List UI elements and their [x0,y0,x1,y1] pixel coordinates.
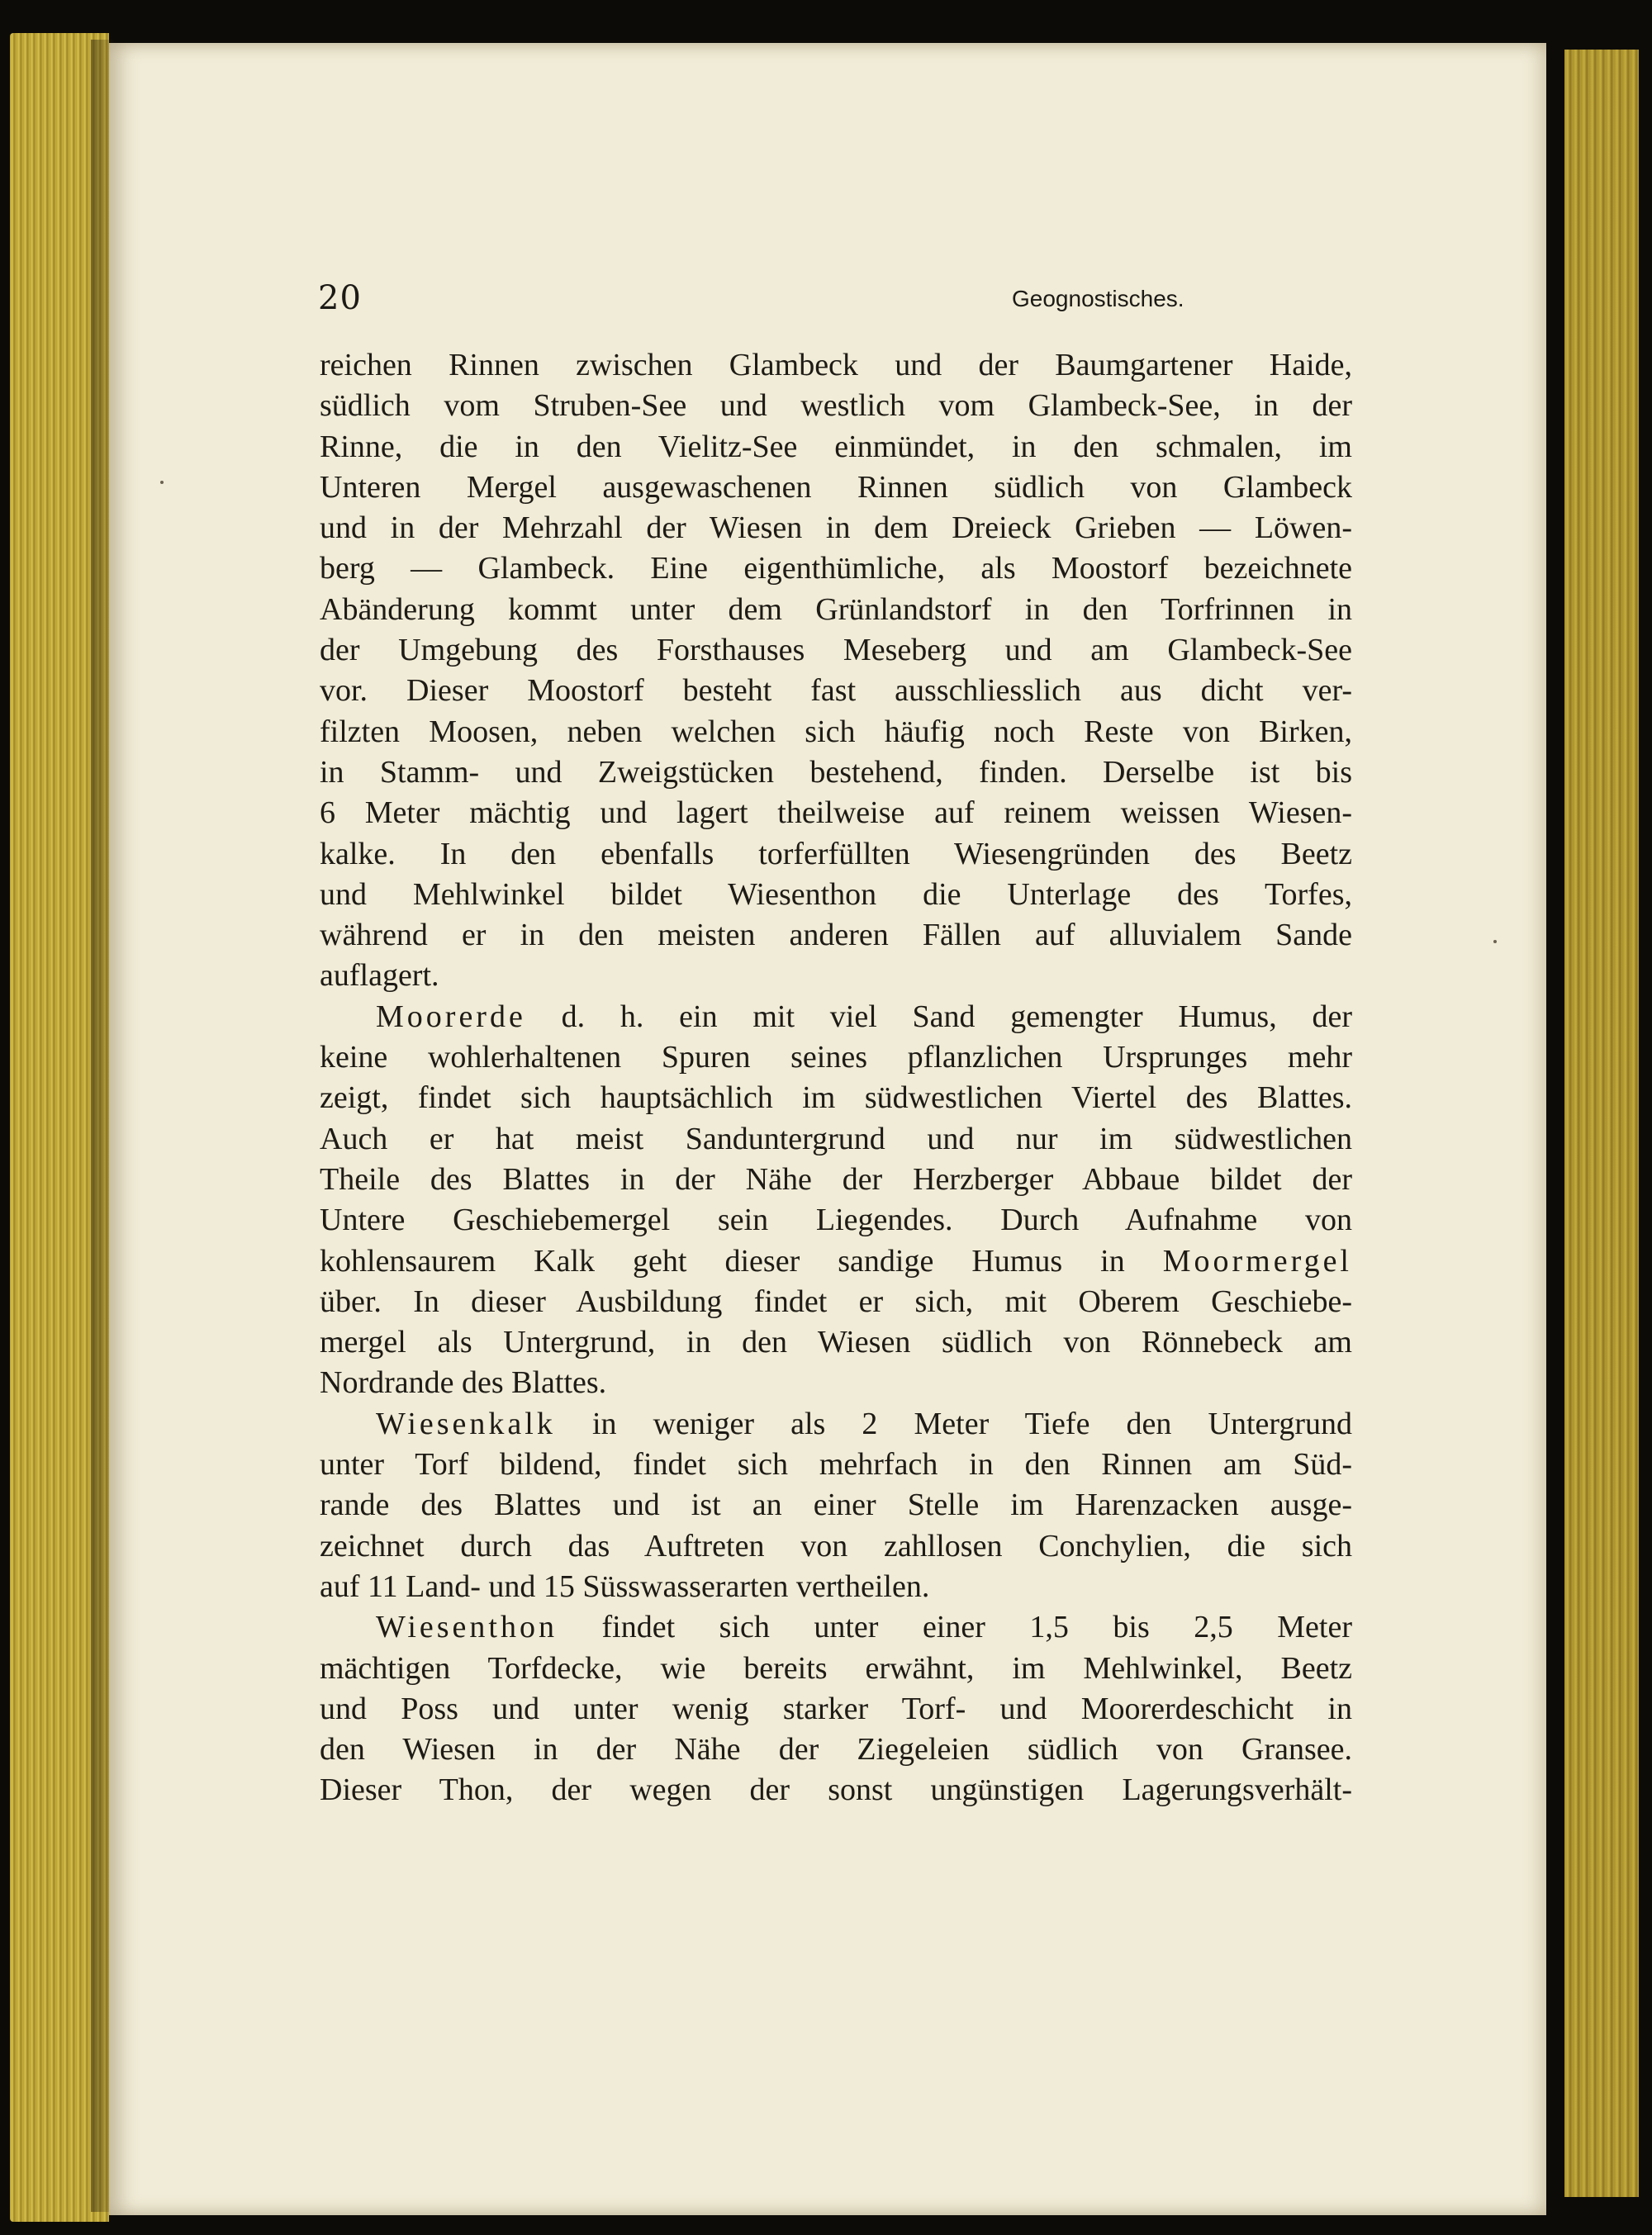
term-wiesenkalk: Wiesenkalk [376,1406,556,1441]
term-wiesenthon: Wiesenthon [376,1610,558,1645]
text-line: Theile des Blattes in der Nähe der Herzberger Abbaue bildet der [320,1161,1352,1197]
paper-speck [1493,940,1497,943]
text-line: unter Torf bildend, findet sich mehrfach in den Rinnen am Süd- [320,1447,1352,1483]
text-line: Abänderung kommt unter dem Grünlandstorf in den Torfrinnen in [320,591,1352,627]
text-line: mergel als Untergrund, in den Wiesen südlich von Rönnebeck am [320,1325,1352,1360]
text-line: auf 11 Land- und 15 Süsswasserarten vertheilen. [320,1568,930,1604]
term-moormergel: Moormergel [1162,1243,1352,1279]
text-line: den Wiesen in der Nähe der Ziegeleien südlich von Gransee. [320,1732,1352,1768]
text-line: und in der Mehrzahl der Wiesen in dem Dreieck Grieben — Löwen- [320,510,1352,546]
text-line [320,1607,1352,1648]
body-text [320,345,1352,1811]
text-line: Rinne, die in den Vielitz-See einmündet, in den schmalen, im [320,429,1352,464]
paragraph-wiesenthon [320,1607,1352,1810]
paragraph-wiesenkalk [320,1404,1352,1607]
text-line: Nordrande des Blattes. [320,1365,607,1401]
text-line: vor. Dieser Moostorf besteht fast ausschliesslich aus dicht ver- [320,673,1352,709]
text-line: in Stamm- und Zweigstücken bestehend, finden. Derselbe ist bis [320,754,1352,790]
text-line: keine wohlerhaltenen Spuren seines pflanzlichen Ursprunges mehr [320,1040,1352,1075]
text-line: reichen Rinnen zwischen Glambeck und der Baumgartener Haide, [320,348,1352,382]
text-line: Dieser Thon, der wegen der sonst ungünstigen Lagerungsverhält- [320,1772,1352,1808]
text-line [320,1241,1352,1282]
text-line [320,1404,1352,1445]
text-line: auflagert. [320,958,439,994]
page-header [318,279,979,329]
text-line: kalke. In den ebenfalls torferfüllten Wiesengründen des Beetz [320,836,1352,871]
text-run: kohlensaurem Kalk geht dieser sandige Humus in [320,1243,1163,1279]
text-run: d. h. ein mit viel Sand gemengter Humus, der [525,999,1352,1034]
text-line: 6 Meter mächtig und lagert theilweise auf reinem weissen Wiesen- [320,795,1352,831]
text-line: Untere Geschiebemergel sein Liegendes. Durch Aufnahme von [320,1203,1352,1238]
text-line: Unteren Mergel ausgewaschenen Rinnen südlich von Glambeck [320,469,1352,505]
text-line: über. In dieser Ausbildung findet er sich, mit Oberem Geschiebe- [320,1284,1352,1319]
paragraph-torf [320,345,1352,997]
text-run: findet sich unter einer 1,5 bis 2,5 Meter [557,1610,1352,1645]
text-line [320,997,1352,1037]
text-line: während er in den meisten anderen Fällen auf alluvialem Sande [320,918,1352,953]
text-line: filzten Moosen, neben welchen sich häufig noch Reste von Birken, [320,714,1352,749]
text-line: mächtigen Torfdecke, wie bereits erwähnt, im Mehlwinkel, Beetz [320,1650,1352,1686]
text-line: berg — Glambeck. Eine eigenthümliche, als Moostorf bezeichnete [320,551,1352,586]
text-line: zeichnet durch das Auftreten von zahllosen Conchylien, die sich [320,1528,1352,1564]
term-moorerde: Moorerde [376,999,526,1034]
page-number: 20 [318,279,362,317]
text-line: zeigt, findet sich hauptsächlich im südwestlichen Viertel des Blattes. [320,1080,1352,1116]
text-run: in weniger als 2 Meter Tiefe den Untergrund [555,1406,1352,1441]
text-line: Auch er hat meist Sanduntergrund und nur im südwestlichen [320,1121,1352,1156]
text-line: südlich vom Struben-See und westlich vom Glambeck-See, in der [320,388,1352,424]
text-line: und Mehlwinkel bildet Wiesenthon die Unterlage des Torfes, [320,876,1352,912]
gilt-page-edges-right [1564,50,1639,2197]
paragraph-moorerde [320,997,1352,1404]
text-line: rande des Blattes und ist an einer Stelle im Harenzacken ausge- [320,1488,1352,1523]
text-line: der Umgebung des Forsthauses Meseberg und am Glambeck-See [320,633,1352,668]
text-line: und Poss und unter wenig starker Torf- und Moorerdeschicht in [320,1691,1352,1726]
paper-speck [160,481,164,484]
